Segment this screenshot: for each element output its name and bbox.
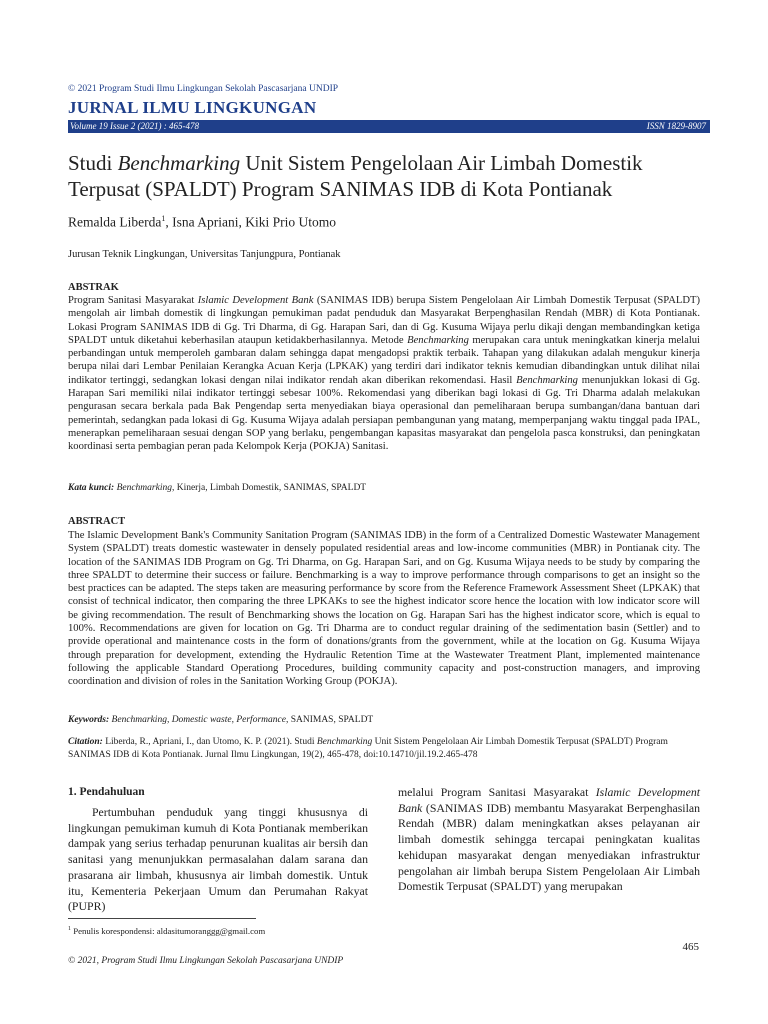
kata-kunci-rest: , Kinerja, Limbah Domestik, SANIMAS, SPALDT	[171, 483, 367, 493]
footnote	[68, 926, 265, 936]
abstrak-heading: ABSTRAK	[68, 282, 119, 293]
volume-info: Volume 19 Issue 2 (2021) : 465-478	[70, 121, 199, 131]
abstrak-part: merupakan cara untuk meningkatkan kinerja melalui perbandingan untuk memperoleh gambaran dalam sehingga dapat mengadopsi praktik terbaik. Tahapan yang dilakukan adalah mengukur kinerja berupa nilai dari Lembar Penilaian Kerangka Acuan Kerja (LPKAK) yang terdiri dari indikator teknis kemudian dibandingkan untuk dilihat nilai indikator tertinggi, sedangkan lokasi dengan nilai indikator rendah akan diberikan rekomendasi. Hasil	[68, 334, 700, 386]
body-emphasis: Islamic Development Bank	[398, 785, 700, 815]
header-copyright: © 2021 Program Studi Ilmu Lingkungan Sekolah Pascasarjana UNDIP	[68, 84, 339, 94]
keywords-emphasis: Benchmarking, Domestic waste, Performance	[111, 715, 286, 725]
abstrak-part: menunjukkan lokasi di Gg. Harapan Sari memiliki nilai indikator tertinggi sebesar 100%. Rekomendasi yang diberikan bagi lokasi di Gg. Tri Dharma adalah melakukan pengurasan secara berkala pada Bak Pengendap serta menyediakan biaya operasional dan pemeliharaan berupa sumbangan/dana bantuan dari pemerintah, sedangkan pada lokasi di Gg. Kusuma Wijaya adalah persiapan pembangunan yang matang, memperpanjang waktu tinggal pada IPAL, menerapkan pemeliharaan sesuai dengan SOP yang berlaku, pengembangan kapasitas masyarakat dan pengelola pasca konstruksi, dan peningkatan koordinasi serta pembagian peran pada Kelompok Kerja (POKJA) Sanitasi.	[68, 374, 700, 453]
author-names: , Isna Apriani, Kiki Prio Utomo	[165, 214, 336, 230]
title-part: Unit Sistem Pengelolaan Air Limbah Domestik Terpusat (SPALDT) Program SANIMAS IDB di Kota Pontianak	[68, 151, 643, 201]
kata-kunci	[68, 483, 708, 493]
body-part: melalui Program Sanitasi Masyarakat	[398, 785, 596, 799]
kata-kunci-emphasis: Benchmarking	[116, 483, 172, 493]
abstract-text: The Islamic Development Bank's Community Sanitation Program (SANIMAS IDB) in the form of a Centralized Domestic Wastewater Management System (SPALDT) treats domestic wastewater in densely populated residential areas and low-income communities (MBR) in Pontianak city. The location of the SANIMAS IDB Program on Gg. Tri Dharma, on Gg. Harapan Sari, and on Gg. Kusuma Wijaya needs to be study by comparing the three SPALDT to determine their success or failure. Benchmarking is a way to improve performance through comparisons to get an insight so the best practices can be adapted. The steps taken are measuring performance by score from the Reference Framework Assessment Sheet (LPKAK) that consist of technical indicator, then comparing the three LPKAKs to see the highest indicator score hence the location with low indicator score will be giving recommendation. The result of Benchmarking shows the location on Gg. Harapan Sari has the highest indicator score, which is equal to 100%. Recommendations are given for location on Gg. Tri Dharma are to conduct regular draining of the sedimentation basin (Settler) and to provide operational and maintenance costs in the form of donations/grants from the government, while at the location on Gg. Kusuma Wijaya through preparation for development, extending the Hydraulic Retention Time at the Wastewater Treatment Plant, implemented maintenance following the applicable Standard Operationg Procedures, building community capacity and post-construction managers, and improving coordination and division of roles in the Sanitation Working Group (POKJA).	[68, 530, 700, 688]
abstract-heading: ABSTRACT	[68, 516, 126, 527]
volume-bar	[68, 120, 710, 133]
author-list	[68, 214, 336, 231]
article-title	[68, 150, 718, 202]
author-footnote-mark: 1	[161, 214, 166, 223]
body-part: (SANIMAS IDB) membantu Masyarakat Berpenghasilan Rendah (MBR) dalam meningkatkan akses pelayanan air limbah domestik sehingga tercapai peningkatan kualitas kehidupan masyarakat dengan menyediakan infrastruktur pengolahan air limbah berupa Sistem Pengelolaan Air Limbah Domestik Terpusat (SPALDT) yang merupakan	[398, 800, 700, 894]
keywords-label: Keywords:	[68, 715, 112, 725]
abstrak-text	[68, 294, 700, 454]
footnote-text: Penulis korespondensi: aldasitumoranggg@gmail.com	[71, 926, 266, 936]
author-name: Remalda Liberda	[68, 214, 162, 230]
section-heading: 1. Pendahuluan	[68, 786, 145, 798]
citation-emphasis: Benchmarking	[316, 737, 373, 747]
abstrak-emphasis: Benchmarking	[516, 374, 578, 386]
abstrak-part: (SANIMAS IDB) berupa Sistem Pengelolaan Air Limbah Domestik Terpusat (SPALDT) mengolah air limbah domestik di lingkungan pemukiman padat penduduk dan Masyarakat Berpenghasilan Rendah (MBR) di Kota Pontianak. Lokasi Program SANIMAS IDB di Gg. Tri Dharma, di Gg. Harapan Sari, dan di Gg. Kusuma Wijaya perlu dikaji dengan membandingkan ketiga SPALDT untuk diketahui keberhasilan ataupun ketidakberhasilannya. Metode	[68, 295, 700, 346]
citation-part: Liberda, R., Apriani, I., dan Utomo, K. P. (2021). Studi	[105, 737, 317, 747]
footnote-mark: 1	[68, 926, 71, 933]
body-right-column	[398, 785, 700, 895]
body-left-column: Pertumbuhan penduduk yang tinggi khususnya di lingkungan pemukiman kumuh di Kota Pontianak memberikan dampak yang serius terhadap penurunan kualitas air bersih dan sanitasi yang menunjukkan permasalahan dalam sarana dan prasarana air limbah, khususnya air limbah domestik. Untuk itu, Kementeria Pekerjaan Umum dan Perumahan Rakyat (PUPR)	[68, 805, 368, 914]
keywords-rest: , SANIMAS, SPALDT	[285, 715, 374, 725]
footer-copyright: © 2021, Program Studi Ilmu Lingkungan Sekolah Pascasarjana UNDIP	[68, 956, 344, 966]
abstrak-part: Program Sanitasi Masyarakat	[68, 295, 198, 306]
citation-part: Unit Sistem Pengelolaan Air Limbah Domestik Terpusat (SPALDT) Program SANIMAS IDB di Kota Pontianak. Jurnal Ilmu Lingkungan, 19(2), 465-478, doi:10.14710/jil.19.2.465-478	[68, 737, 668, 760]
kata-kunci-label: Kata kunci:	[68, 483, 117, 493]
issn: ISSN 1829-8907	[646, 121, 706, 131]
abstrak-emphasis: Benchmarking	[407, 334, 469, 346]
abstrak-emphasis: Islamic Development Bank	[197, 295, 314, 306]
citation-label: Citation:	[68, 737, 106, 747]
footnote-divider	[68, 918, 256, 919]
title-emphasis: Benchmarking	[117, 151, 241, 175]
journal-name: JURNAL ILMU LINGKUNGAN	[68, 98, 317, 117]
page-number: 465	[682, 941, 699, 953]
affiliation: Jurusan Teknik Lingkungan, Universitas Tanjungpura, Pontianak	[68, 249, 341, 260]
citation	[68, 736, 708, 762]
keywords	[68, 715, 708, 725]
title-part: Studi	[68, 151, 118, 175]
